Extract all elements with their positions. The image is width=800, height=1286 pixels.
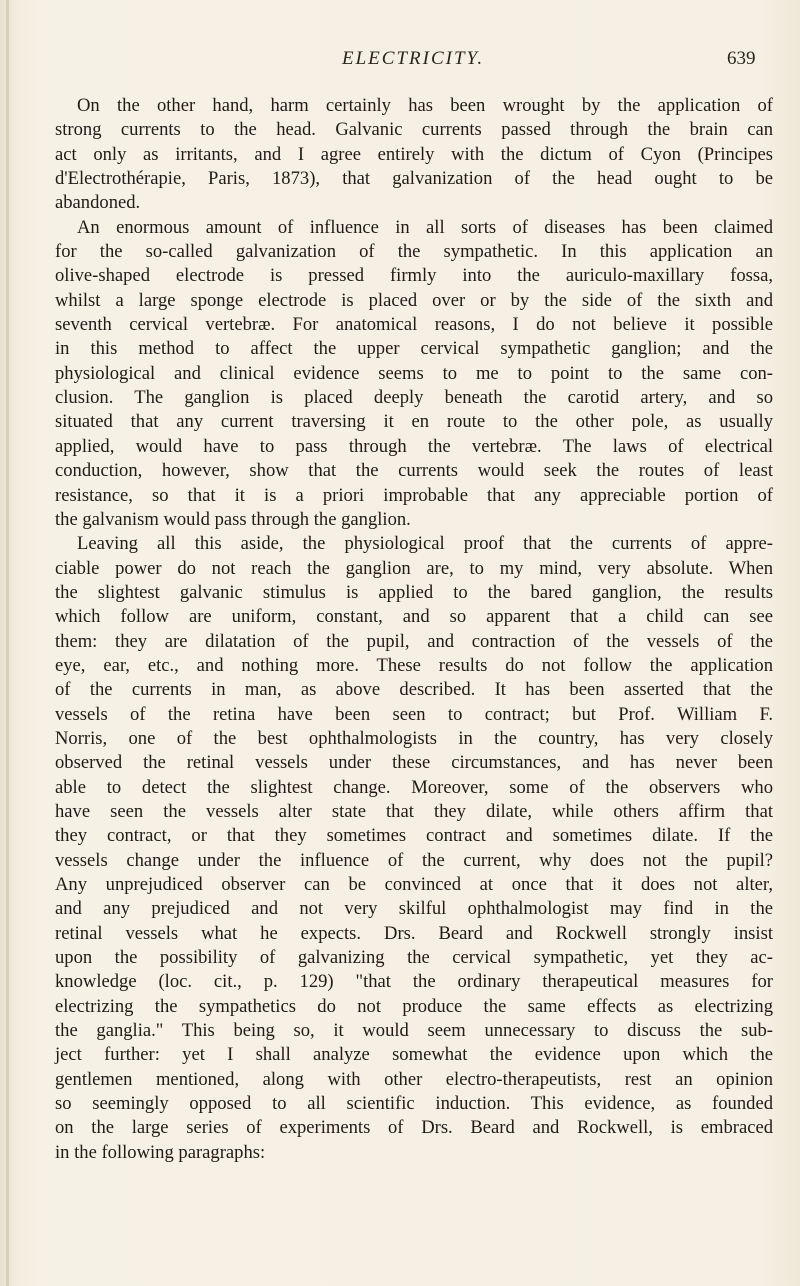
text-line: upon the possibility of galvanizing the cervical sympathetic, yet they ac- [55, 947, 773, 969]
text-line: situated that any current traversing it en route to the other pole, as usually [55, 411, 773, 433]
text-line: ciable power do not reach the ganglion are, to my mind, very absolute. When [55, 557, 773, 579]
text-line: whilst a large sponge electrode is placed over or by the side of the sixth and [55, 289, 773, 311]
text-line: and any prejudiced and not very skilful ophthalmologist may find in the [55, 898, 773, 920]
text-line: olive-shaped electrode is pressed firmly into the auriculo-maxillary fossa, [55, 265, 773, 287]
text-line: have seen the vessels alter state that they dilate, while others affirm that [55, 800, 773, 822]
page-number: 639 [727, 48, 756, 69]
text-line: knowledge (loc. cit., p. 129) "that the ordinary therapeutical measures for [55, 971, 773, 993]
text-line: physiological and clinical evidence seems to me to point to the same con- [55, 362, 773, 384]
page-gutter-edge [6, 0, 9, 1286]
text-line: resistance, so that it is a priori improbable that any appreciable portion of [55, 484, 773, 506]
text-line: conduction, however, show that the currents would seek the routes of least [55, 460, 773, 482]
text-line: ject further: yet I shall analyze somewhat the evidence upon which the [55, 1044, 773, 1066]
text-line: vessels of the retina have been seen to contract; but Prof. William F. [55, 703, 773, 725]
text-line: the galvanism would pass through the ganglion. [55, 508, 411, 530]
text-line: in this method to affect the upper cervical sympathetic ganglion; and the [55, 338, 773, 360]
text-line: they contract, or that they sometimes contract and sometimes dilate. If the [55, 825, 773, 847]
body-text [55, 94, 773, 1165]
running-head [0, 48, 800, 78]
text-line: Leaving all this aside, the physiological proof that the currents of appre- [77, 533, 773, 555]
text-line: the ganglia." This being so, it would seem unnecessary to discuss the sub- [55, 1020, 773, 1042]
text-line: d'Electrothérapie, Paris, 1873), that galvanization of the head ought to be [55, 168, 773, 190]
text-line: applied, would have to pass through the vertebræ. The laws of electrical [55, 435, 773, 457]
text-line: seventh cervical vertebræ. For anatomical reasons, I do not believe it possible [55, 314, 773, 336]
text-line: for the so-called galvanization of the sympathetic. In this application an [55, 241, 773, 263]
text-line: so seemingly opposed to all scientific induction. This evidence, as founded [55, 1093, 773, 1115]
text-line: vessels change under the influence of the current, why does not the pupil? [55, 849, 773, 871]
text-line: of the currents in man, as above described. It has been asserted that the [55, 679, 773, 701]
text-line: the slightest galvanic stimulus is applied to the bared ganglion, the results [55, 581, 773, 603]
text-line: strong currents to the head. Galvanic currents passed through the brain can [55, 119, 773, 141]
text-line: on the large series of experiments of Drs. Beard and Rockwell, is embraced [55, 1117, 773, 1139]
running-title: ELECTRICITY. [342, 48, 485, 69]
text-line: retinal vessels what he expects. Drs. Beard and Rockwell strongly insist [55, 922, 773, 944]
text-line: Any unprejudiced observer can be convinced at once that it does not alter, [55, 874, 773, 895]
text-line: observed the retinal vessels under these circumstances, and has never been [55, 752, 773, 774]
text-line: eye, ear, etc., and nothing more. These results do not follow the application [55, 654, 773, 676]
text-line: On the other hand, harm certainly has been wrought by the application of [77, 95, 773, 116]
text-line: gentlemen mentioned, along with other electro-therapeutists, rest an opinion [55, 1068, 773, 1090]
text-line: clusion. The ganglion is placed deeply beneath the carotid artery, and so [55, 387, 773, 409]
text-line: in the following paragraphs: [55, 1141, 266, 1163]
text-line: which follow are uniform, constant, and so apparent that a child can see [55, 606, 773, 628]
text-line: Norris, one of the best ophthalmologists in the country, has very closely [55, 727, 773, 749]
text-line: able to detect the slightest change. Moreover, some of the observers who [55, 776, 773, 798]
text-line: them: they are dilatation of the pupil, and contraction of the vessels of the [55, 630, 773, 652]
text-line: abandoned. [55, 192, 141, 214]
text-line: act only as irritants, and I agree entirely with the dictum of Cyon (Principes [55, 143, 773, 165]
text-line: An enormous amount of influence in all sorts of diseases has been claimed [77, 216, 773, 238]
text-line: electrizing the sympathetics do not produce the same effects as electrizing [55, 995, 773, 1017]
